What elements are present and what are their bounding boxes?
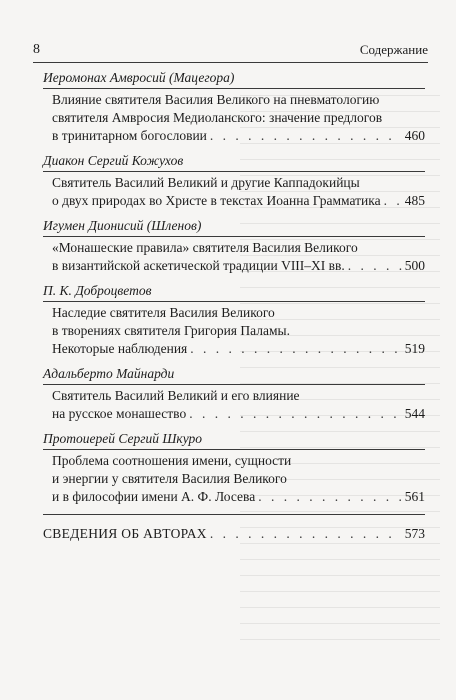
- section-title: СВЕДЕНИЯ ОБ АВТОРАХ: [43, 526, 207, 541]
- leader-dots: [384, 192, 402, 210]
- title-line: и энергии у святителя Василия Великого: [52, 471, 287, 486]
- entry-title: [43, 387, 425, 423]
- entry-author: Протоиерей Сергий Шкуро: [43, 429, 425, 450]
- toc-entry: [43, 364, 425, 423]
- leader-dots: [189, 405, 402, 423]
- title-line: Наследие святителя Василия Великого: [52, 305, 275, 320]
- title-last-line: [52, 127, 425, 145]
- title-line: на русское монашество: [52, 406, 187, 421]
- entry-author: Диакон Сергий Кожухов: [43, 151, 425, 172]
- title-line: Проблема соотношения имени, сущности: [52, 453, 292, 468]
- leader-dots: [258, 488, 402, 506]
- entry-page-number: 500: [404, 258, 425, 273]
- final-line: [43, 525, 425, 543]
- title-line: в тринитарном богословии: [52, 128, 207, 143]
- entry-title: [43, 304, 425, 358]
- title-line: Святитель Василий Великий и его влияние: [52, 388, 300, 403]
- leader-dots: [210, 525, 402, 543]
- title-last-line: [52, 257, 425, 275]
- title-line: о двух природах во Христе в текстах Иоанна Грамматика: [52, 193, 381, 208]
- entry-page-number: 460: [404, 128, 425, 143]
- title-line: Влияние святителя Василия Великого на пневматологию: [52, 92, 380, 107]
- entry-title: [43, 91, 425, 145]
- page-number: 8: [33, 42, 40, 57]
- entry-author: Адальберто Майнарди: [43, 364, 425, 385]
- title-line: святителя Амвросия Медиоланского: значение предлогов: [52, 110, 383, 125]
- entry-title: [43, 174, 425, 210]
- entry-author: Игумен Дионисий (Шленов): [43, 216, 425, 237]
- toc-entry: [43, 151, 425, 210]
- toc-entry: [43, 216, 425, 275]
- entry-title: [43, 452, 425, 506]
- leader-dots: [348, 257, 402, 275]
- entry-page-number: 485: [404, 193, 425, 208]
- section-page-number: 573: [404, 526, 425, 541]
- entry-title: [43, 239, 425, 275]
- table-of-contents: [43, 68, 425, 543]
- title-last-line: [52, 192, 425, 210]
- entry-page-number: 561: [404, 489, 425, 504]
- page-header: [33, 42, 428, 63]
- leader-dots: [190, 340, 401, 358]
- toc-entry: [43, 68, 425, 145]
- entry-page-number: 544: [404, 406, 425, 421]
- authors-section-entry: [43, 514, 425, 543]
- entry-author: П. К. Доброцветов: [43, 281, 425, 302]
- title-last-line: [52, 488, 425, 506]
- title-line: Некоторые наблюдения: [52, 341, 188, 356]
- title-last-line: [52, 340, 425, 358]
- title-line: «Монашеские правила» святителя Василия Великого: [52, 240, 358, 255]
- leader-dots: [210, 127, 402, 145]
- toc-entry: [43, 429, 425, 506]
- toc-entry: [43, 281, 425, 358]
- entry-page-number: 519: [404, 341, 425, 356]
- entry-author: Иеромонах Амвросий (Мацегора): [43, 68, 425, 89]
- running-head: Содержание: [359, 42, 428, 57]
- title-last-line: [52, 405, 425, 423]
- title-line: в творениях святителя Григория Паламы.: [52, 323, 290, 338]
- title-line: Святитель Василий Великий и другие Каппадокийцы: [52, 175, 360, 190]
- title-line: в византийской аскетической традиции VIII–XI вв.: [52, 258, 345, 273]
- title-line: и в философии имени А. Ф. Лосева: [52, 489, 256, 504]
